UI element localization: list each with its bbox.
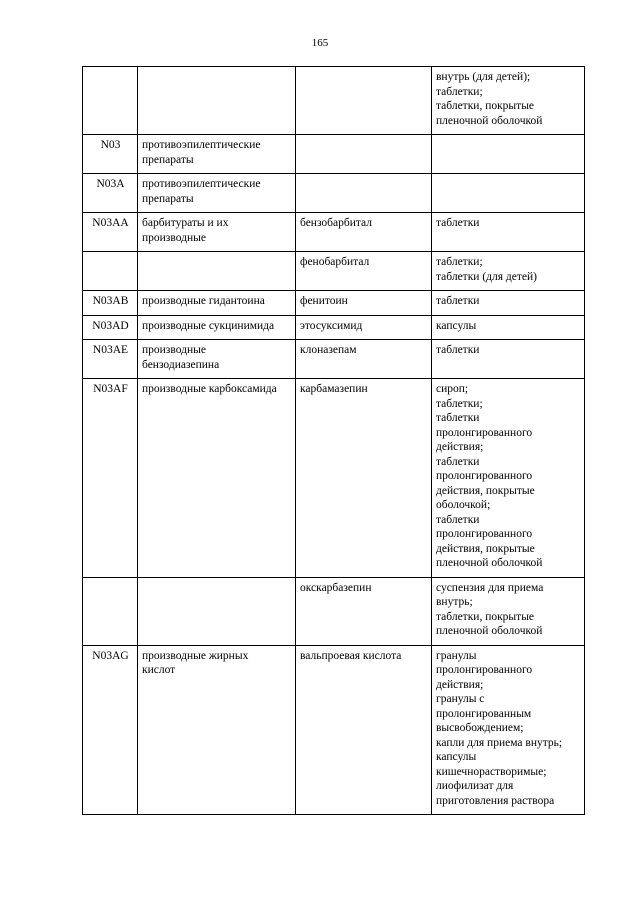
dosage-forms-cell: таблетки (432, 213, 585, 252)
table-row (83, 577, 585, 645)
atc-code-cell: N03AE (83, 340, 138, 379)
group-cell: противоэпилептические препараты (138, 135, 296, 174)
dosage-forms-cell: капсулы (432, 315, 585, 340)
atc-code-cell: N03AG (83, 645, 138, 815)
group-cell: производные жирных кислот (138, 645, 296, 815)
group-cell: производные сукцинимида (138, 315, 296, 340)
drug-cell (296, 135, 432, 174)
group-cell: барбитураты и их производные (138, 213, 296, 252)
drug-cell (296, 67, 432, 135)
dosage-forms-cell (432, 135, 585, 174)
group-cell: противоэпилептические препараты (138, 174, 296, 213)
table-row (83, 379, 585, 578)
drug-cell: бензобарбитал (296, 213, 432, 252)
drug-cell: этосуксимид (296, 315, 432, 340)
table-row (83, 340, 585, 379)
table-row (83, 174, 585, 213)
table-row (83, 252, 585, 291)
dosage-forms-cell: внутрь (для детей); таблетки; таблетки, покрытые пленочной оболочкой (432, 67, 585, 135)
group-cell: производные гидантоина (138, 291, 296, 316)
group-cell (138, 252, 296, 291)
group-cell (138, 67, 296, 135)
medication-table (82, 66, 585, 815)
table-row (83, 213, 585, 252)
dosage-forms-cell: таблетки (432, 291, 585, 316)
drug-cell: вальпроевая кислота (296, 645, 432, 815)
table-row (83, 315, 585, 340)
table-row (83, 135, 585, 174)
dosage-forms-cell: гранулы пролонгированного действия; гранулы с пролонгированным высвобождением; капли для приема внутрь; капсулы кишечнорастворимые; лиофилизат для приготовления раствора (432, 645, 585, 815)
atc-code-cell: N03AA (83, 213, 138, 252)
dosage-forms-cell (432, 174, 585, 213)
atc-code-cell (83, 67, 138, 135)
table-row (83, 645, 585, 815)
page-number: 165 (311, 37, 329, 49)
table-row (83, 67, 585, 135)
atc-code-cell (83, 577, 138, 645)
dosage-forms-cell: таблетки; таблетки (для детей) (432, 252, 585, 291)
dosage-forms-cell: сироп; таблетки; таблетки пролонгированного действия; таблетки пролонгированного действия, покрытые оболочкой; таблетки пролонгированного действия, покрытые пленочной оболочкой (432, 379, 585, 578)
drug-cell: клоназепам (296, 340, 432, 379)
drug-cell (296, 174, 432, 213)
group-cell: производные карбоксамида (138, 379, 296, 578)
dosage-forms-cell: суспензия для приема внутрь; таблетки, покрытые пленочной оболочкой (432, 577, 585, 645)
group-cell (138, 577, 296, 645)
atc-code-cell: N03A (83, 174, 138, 213)
drug-cell: фенобарбитал (296, 252, 432, 291)
atc-code-cell: N03AB (83, 291, 138, 316)
atc-code-cell (83, 252, 138, 291)
drug-cell: фенитоин (296, 291, 432, 316)
dosage-forms-cell: таблетки (432, 340, 585, 379)
table-row (83, 291, 585, 316)
atc-code-cell: N03AF (83, 379, 138, 578)
drug-cell: карбамазепин (296, 379, 432, 578)
drug-cell: окскарбазепин (296, 577, 432, 645)
atc-code-cell: N03AD (83, 315, 138, 340)
atc-code-cell: N03 (83, 135, 138, 174)
group-cell: производные бензодиазепина (138, 340, 296, 379)
